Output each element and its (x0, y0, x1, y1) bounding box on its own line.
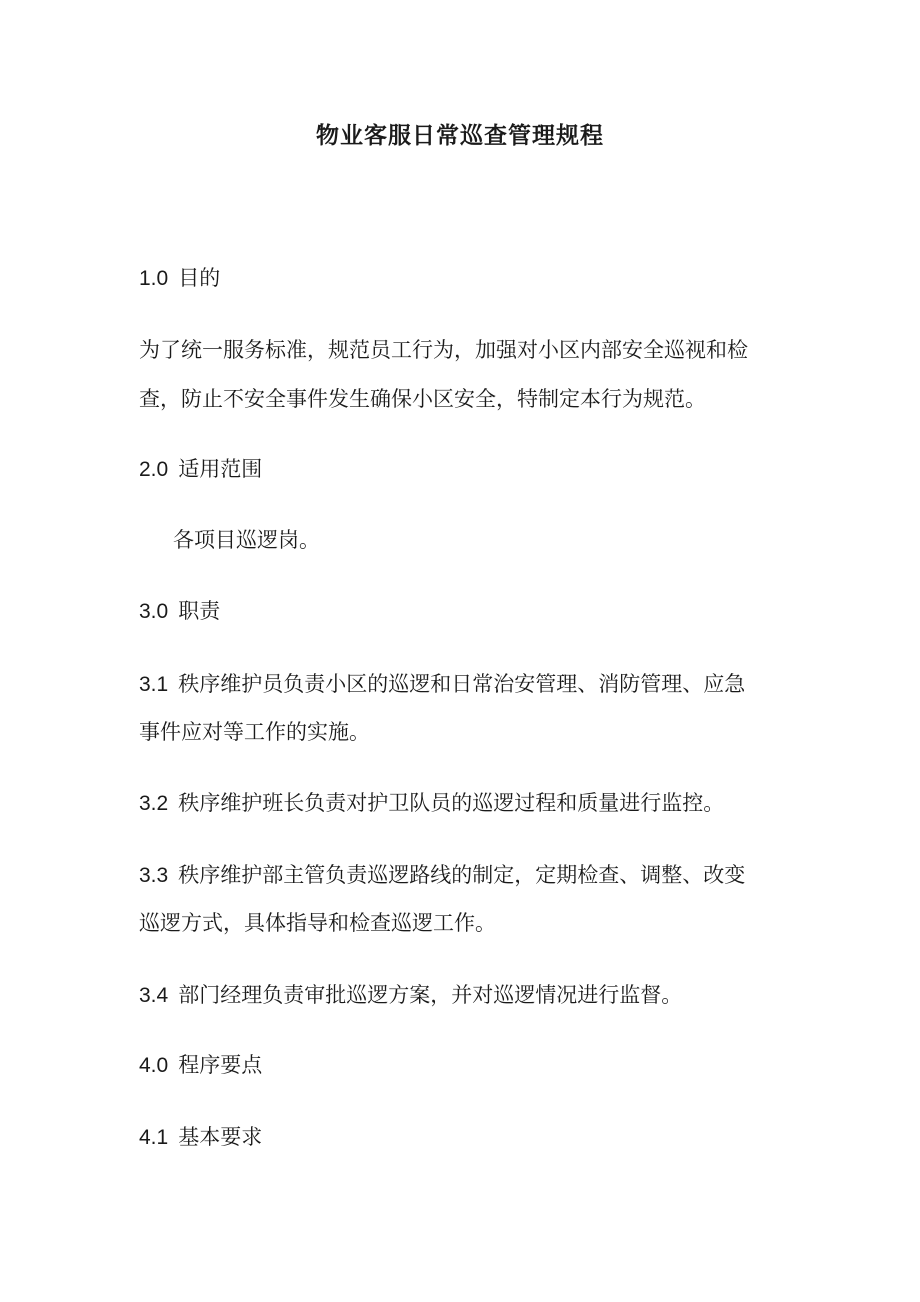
section-number: 3.4 (139, 984, 169, 1007)
section-text: 目的 (178, 266, 221, 290)
section-number: 4.0 (139, 1054, 169, 1077)
section-number: 3.0 (139, 600, 169, 623)
paragraph-line (139, 384, 799, 414)
heading-4-0 (139, 1050, 799, 1081)
paragraph-text: 查，防止不安全事件发生确保小区安全，特制定本行为规范。 (139, 387, 706, 411)
paragraph-text: 事件应对等工作的实施。 (139, 720, 370, 744)
paragraph-text: 各项目巡逻岗。 (173, 528, 320, 552)
section-number: 2.0 (139, 458, 169, 481)
section-text: 部门经理负责审批巡逻方案，并对巡逻情况进行监督。 (178, 983, 683, 1007)
section-number: 1.0 (139, 267, 169, 290)
item-4-1 (139, 1122, 799, 1153)
paragraph-text: 巡逻方式，具体指导和检查巡逻工作。 (139, 911, 496, 935)
paragraph-line (139, 908, 799, 938)
section-number: 3.3 (139, 864, 169, 887)
heading-3-0 (139, 596, 799, 627)
section-text: 基本要求 (178, 1125, 263, 1149)
paragraph-line (139, 717, 799, 747)
item-3-1 (139, 669, 799, 700)
section-text: 秩序维护员负责小区的巡逻和日常治安管理、消防管理、应急 (178, 672, 746, 696)
section-text: 秩序维护班长负责对护卫队员的巡逻过程和质量进行监控。 (178, 791, 725, 815)
section-text: 职责 (178, 599, 221, 623)
heading-2-0 (139, 454, 799, 485)
item-3-3 (139, 860, 799, 891)
paragraph-text: 为了统一服务标准，规范员工行为，加强对小区内部安全巡视和检 (139, 338, 748, 362)
paragraph-line (139, 335, 799, 365)
section-text: 程序要点 (178, 1053, 263, 1077)
section-number: 3.2 (139, 792, 169, 815)
section-number: 3.1 (139, 673, 169, 696)
item-3-2 (139, 788, 799, 819)
section-text: 秩序维护部主管负责巡逻路线的制定，定期检查、调整、改变 (178, 863, 746, 887)
item-3-4 (139, 980, 799, 1011)
document-title: 物业客服日常巡查管理规程 (316, 123, 604, 149)
paragraph-line (173, 525, 833, 555)
heading-1-0 (139, 263, 799, 294)
section-text: 适用范围 (178, 457, 263, 481)
section-number: 4.1 (139, 1126, 169, 1149)
